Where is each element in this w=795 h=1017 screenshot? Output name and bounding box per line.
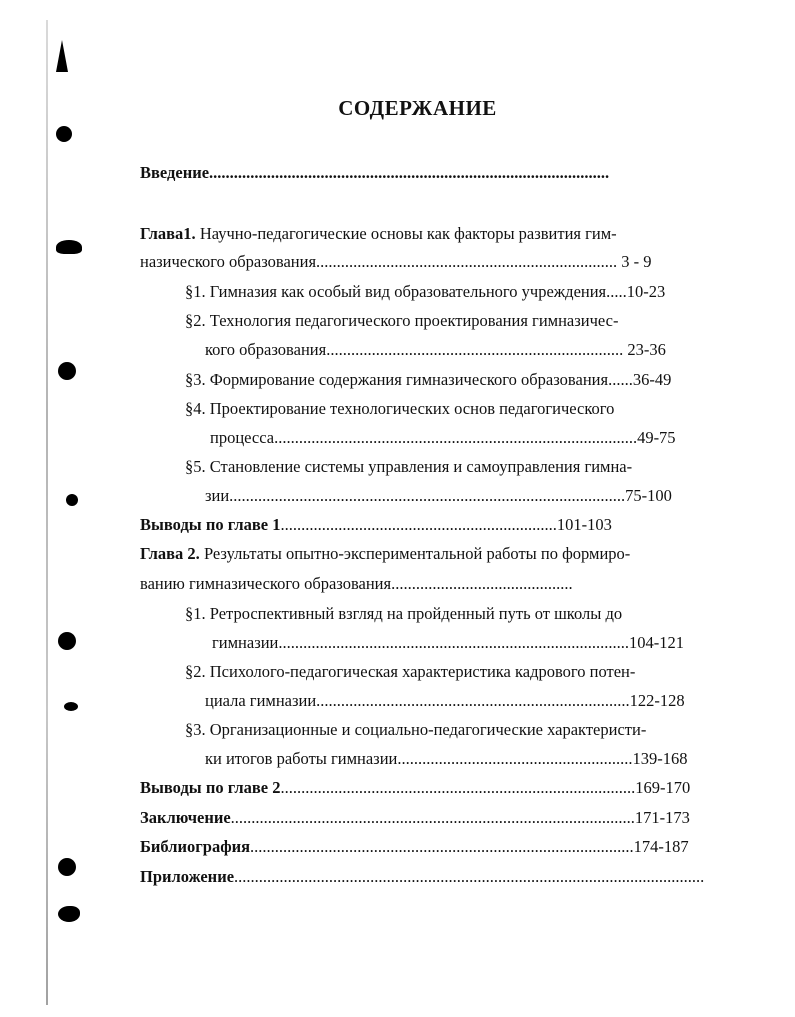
toc-appendix-dots: .................................................................................................................. — [234, 867, 705, 886]
toc-appendix — [140, 867, 704, 887]
punch-hole — [58, 632, 76, 650]
scan-mark — [64, 702, 78, 711]
punch-hole — [56, 126, 72, 142]
toc-section-1-2: §2. Технология педагогического проектирования гимназичес- — [185, 311, 619, 330]
toc-section-2-1: §1. Ретроспективный взгляд на пройденный путь от школы до — [185, 604, 623, 623]
toc-chapter-2-label: Глава 2. — [140, 544, 200, 563]
toc-section-2-1-cont: гимназии.....................................................................................104-121 — [212, 633, 684, 652]
toc-chapter-1-conclusions-pages: ...................................................................101-103 — [280, 515, 612, 534]
toc-chapter-1-cont: назического образования......................................................................... 3 - 9 — [140, 252, 652, 271]
toc-chapter-2 — [140, 544, 630, 564]
toc-appendix-label: Приложение — [140, 867, 235, 886]
toc-section-1-2-cont: кого образования........................................................................ 23-36 — [205, 340, 666, 359]
scan-mark-bottom — [58, 906, 80, 922]
toc-section-1-5-cont: зии................................................................................................75-100 — [205, 486, 672, 505]
toc-chapter-1-conclusions — [140, 515, 612, 535]
toc-intro-text: Введение................................................................................................. — [140, 163, 610, 182]
toc-chapter-2-conclusions — [140, 778, 690, 798]
toc-bibliography-pages: .............................................................................................174-187 — [250, 837, 689, 856]
toc-section-2-2: §2. Психолого-педагогическая характеристика кадрового потен- — [185, 662, 636, 681]
scan-margin-line — [46, 20, 48, 1005]
punch-hole — [58, 858, 76, 876]
toc-section-1-4-cont: процесса........................................................................................49-75 — [210, 428, 676, 447]
toc-chapter-2-conclusions-pages: ......................................................................................169-170 — [280, 778, 691, 797]
toc-intro — [140, 163, 609, 183]
scan-mark-top — [56, 40, 68, 72]
toc-section-1-3: §3. Формирование содержания гимназического образования......36-49 — [185, 370, 672, 389]
toc-bibliography-label: Библиография — [140, 837, 251, 856]
toc-chapter-2-cont: ванию гимназического образования............................................ — [140, 574, 573, 593]
page-title: СОДЕРЖАНИЕ — [338, 96, 497, 120]
toc-section-2-3: §3. Организационные и социально-педагогические характеристи- — [185, 720, 647, 739]
toc-chapter-2-title: Результаты опытно-экспериментальной работы по формиро- — [199, 544, 631, 563]
toc-chapter-1-conclusions-label: Выводы по главе 1 — [140, 515, 281, 534]
toc-conclusion-label: Заключение — [140, 808, 231, 827]
toc-section-1-5: §5. Становление системы управления и самоуправления гимна- — [185, 457, 633, 476]
toc-conclusion — [140, 808, 690, 828]
toc-chapter-1-label: Глава1. — [140, 224, 196, 243]
toc-conclusion-pages: ..................................................................................................171-173 — [230, 808, 690, 827]
punch-hole — [58, 362, 76, 380]
toc-section-2-2-cont: циала гимназии............................................................................122-128 — [205, 691, 685, 710]
toc-chapter-2-conclusions-label: Выводы по главе 2 — [140, 778, 281, 797]
punch-hole — [66, 494, 78, 506]
toc-chapter-1-title: Научно-педагогические основы как факторы развития гим- — [195, 224, 617, 243]
toc-chapter-1 — [140, 224, 617, 244]
toc-section-1-1: §1. Гимназия как особый вид образовательного учреждения.....10-23 — [185, 282, 666, 301]
toc-section-2-3-cont: ки итогов работы гимназии.........................................................139-168 — [205, 749, 688, 768]
toc-section-1-4: §4. Проектирование технологических основ педагогического — [185, 399, 615, 418]
scan-mark — [56, 240, 82, 254]
toc-bibliography — [140, 837, 689, 857]
